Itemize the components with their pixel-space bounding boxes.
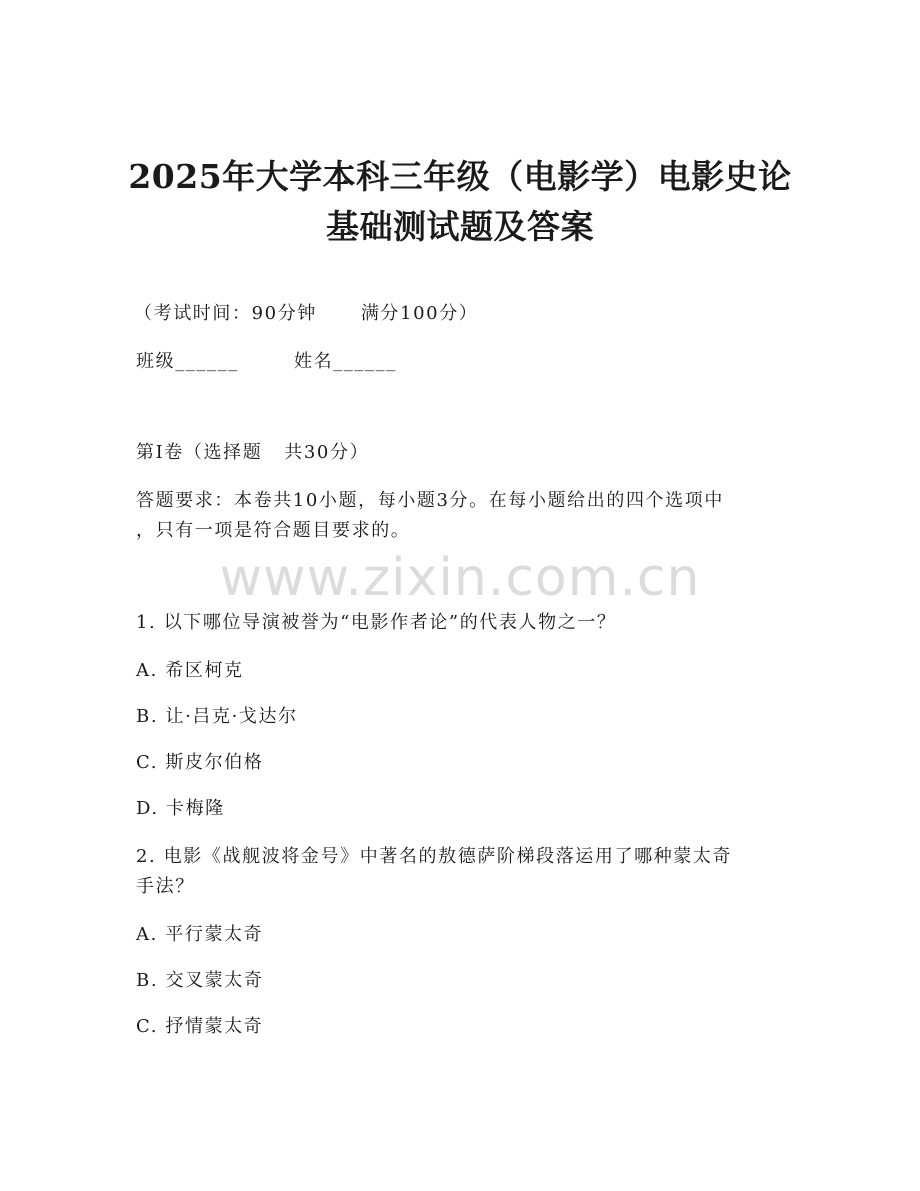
question-2-option-b: B. 交叉蒙太奇 xyxy=(136,970,264,991)
question-2-stem-line-1: 2. 电影《战舰波将金号》中著名的敖德萨阶梯段落运用了哪种蒙太奇 xyxy=(136,846,733,867)
question-1-option-a: A. 希区柯克 xyxy=(136,660,244,681)
class-label: 班级______ xyxy=(136,351,239,372)
name-label: 姓名______ xyxy=(294,351,397,372)
watermark: www.zixin.com.cn xyxy=(219,548,701,608)
instructions-line-1: 答题要求：本卷共10小题，每小题3分。在每小题给出的四个选项中 xyxy=(136,490,724,511)
question-2-option-c: C. 抒情蒙太奇 xyxy=(136,1016,264,1037)
instructions-line-2: ，只有一项是符合题目要求的。 xyxy=(136,520,411,541)
question-1-option-c: C. 斯皮尔伯格 xyxy=(136,752,264,773)
section-heading: 第I卷（选择题 共30分） xyxy=(136,442,370,463)
document-title-line-2: 基础测试题及答案 xyxy=(326,207,594,246)
document-title-line-1: 2025年大学本科三年级（电影学）电影史论 xyxy=(128,157,792,196)
question-1-stem: 1. 以下哪位导演被誉为“电影作者论”的代表人物之一？ xyxy=(136,612,617,633)
question-2-stem-line-2: 手法？ xyxy=(136,876,195,897)
question-1-option-d: D. 卡梅隆 xyxy=(136,798,225,819)
question-1-option-b: B. 让·吕克·戈达尔 xyxy=(136,706,298,727)
question-2-option-a: A. 平行蒙太奇 xyxy=(136,924,264,945)
exam-info: （考试时间：90分钟 满分100分） xyxy=(134,303,479,324)
